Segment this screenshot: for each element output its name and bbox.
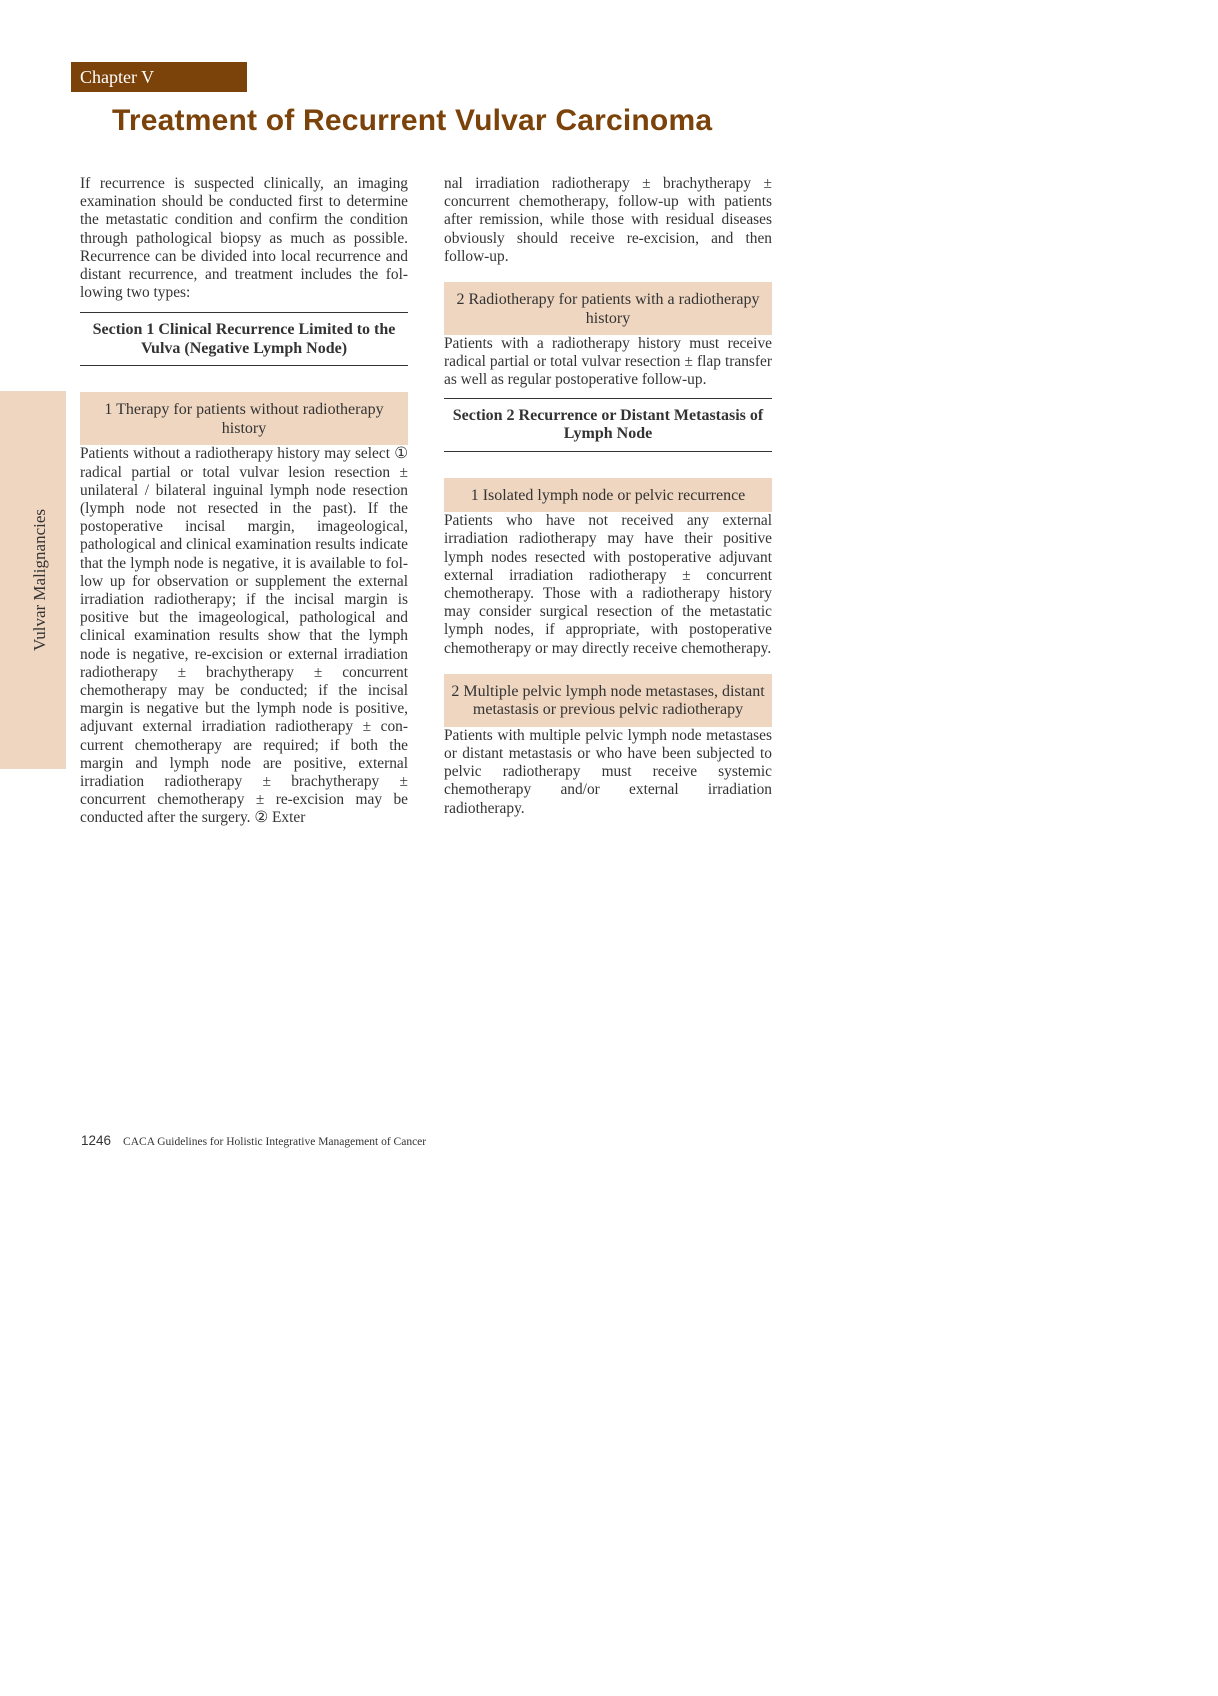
section-2-sub-2-text: Patients with multiple pelvic lymph node metastases or distant metastasis or who have been subjected to pelvic radiotherapy must receive systemic chemotherapy and/or external irradiation radiotherapy. [444,726,772,817]
page-footer [81,1133,426,1148]
chapter-label: Chapter V [71,62,247,92]
section-1-sub-2-heading: 2 Radiotherapy for patients with a radiotherapy history [444,282,772,335]
section-2-sub-1-text: Patients who have not received any external irradiation radiotherapy may have their positive lymph nodes resected with postoperative adjuvant external irradiation radiotherapy ± concurrent chemotherapy. Those with a radiotherapy history may consider surgical resection of the metastatic lymph nodes, if appropriate, with postoperative chemotherapy or may directly receive chemotherapy. [444,512,772,657]
section-1-sub-1-text: Patients without a radiotherapy history may select ① radical partial or total vulvar lesion resection ± unilateral / bilateral inguinal lymph node resection (lymph node not resected in the past). If the postoperative incisal margin, imageological, pathological and clinical examination results indicate that the lymph node is negative, it is available to follow up for observation or supplement the external irradiation radiotherapy; if the incisal margin is positive but the imageological, pathological and clinical examination results show that the lymph node is negative, re-excision or external irradiation radiotherapy ± brachytherapy ± concurrent chemotherapy may be conducted; if the incisal margin is negative but the lymph node is positive, adjuvant external irradiation radiotherapy ± concurrent chemotherapy are required; if both the margin and lymph node are positive, external irradiation radiotherapy ± brachytherapy ± concurrent chemotherapy ± re-excision may be conducted after the surgery. ② Exter [80,445,408,827]
left-column [80,175,408,828]
intro-paragraph: If recurrence is suspected clinically, an imaging examination should be conducted first to determine the metastatic condition and confirm the condition through pathological biopsy as much as possible. Recurrence can be divided into local recurrence and distant recurrence, and treatment includes the following two types: [80,175,408,302]
section-2-sub-2-heading: 2 Multiple pelvic lymph node metastases, distant metastasis or previous pelvic radiotherapy [444,674,772,727]
page-title: Treatment of Recurrent Vulvar Carcinoma [112,104,713,137]
section-1-sub-2-text: Patients with a radiotherapy history must receive radical partial or total vulvar resection ± flap transfer as well as regular postoperative follow-up. [444,335,772,389]
right-column [444,175,772,818]
page-number: 1246 [81,1133,112,1148]
section-2-sub-1-heading: 1 Isolated lymph node or pelvic recurrence [444,478,772,513]
section-1-sub-1-text-continued: nal irradiation radiotherapy ± brachytherapy ± concurrent chemotherapy, follow-up with patients after remission, while those with residual diseases obviously should receive re-excision, and then follow-up. [444,175,772,265]
running-title: CACA Guidelines for Holistic Integrative Management of Cancer [123,1136,427,1148]
section-1-heading: Section 1 Clinical Recurrence Limited to the Vulva (Negative Lymph Node) [80,312,408,366]
section-1-sub-1-heading: 1 Therapy for patients without radiotherapy history [80,392,408,445]
side-tab-label: Vulvar Malignancies [30,508,49,652]
section-2-heading: Section 2 Recurrence or Distant Metastasis of Lymph Node [444,398,772,452]
